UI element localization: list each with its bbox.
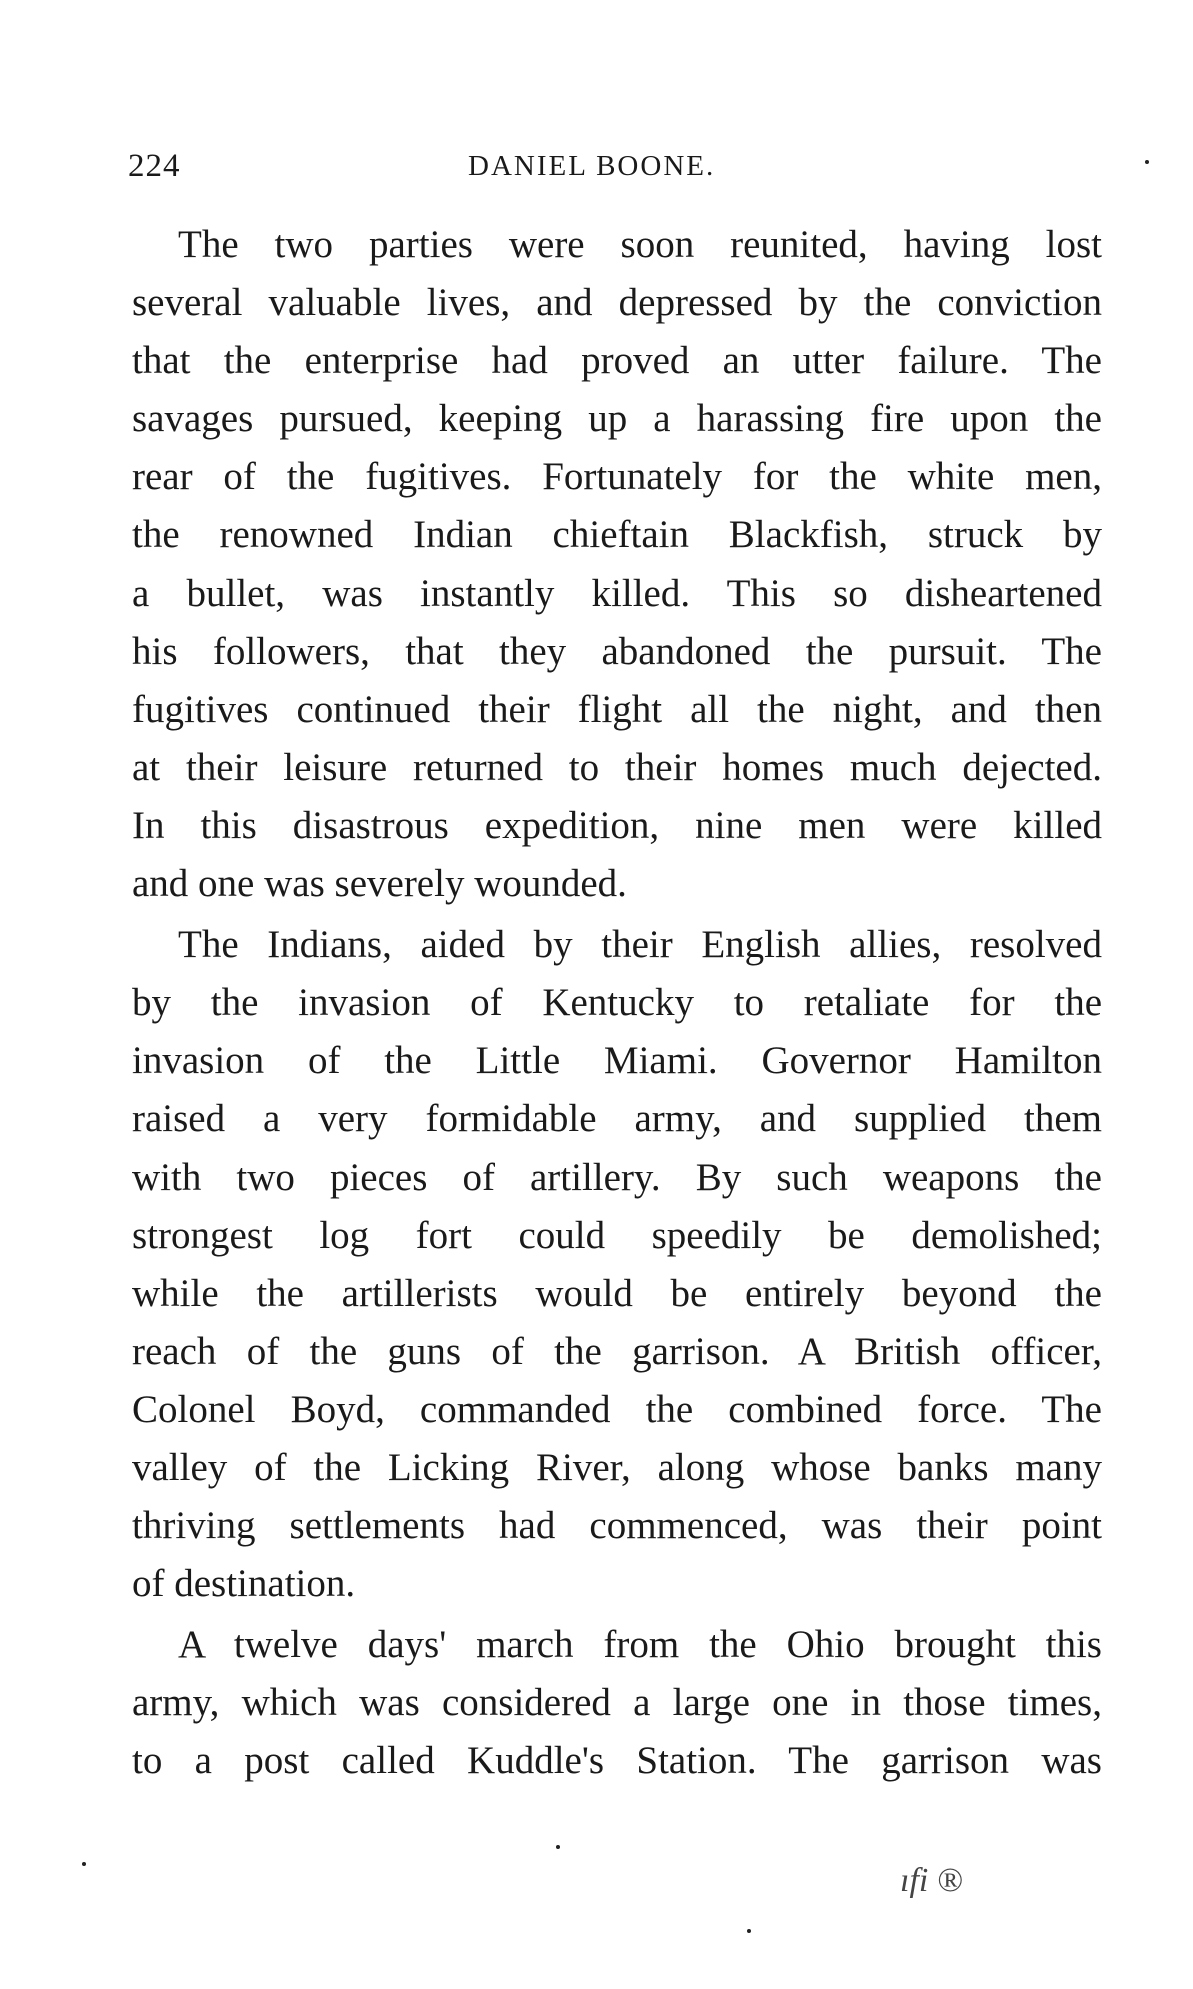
text-line: The Indians, aided by their English allies, resolved (178, 923, 1102, 967)
text-line: The two parties were soon reunited, having lost (178, 223, 1102, 266)
text-line: A twelve days' march from the Ohio brought this (178, 1623, 1102, 1667)
text-line: of destination. (132, 1562, 356, 1606)
text-line: with two pieces of artillery. By such weapons the (132, 1155, 1102, 1199)
text-line: at their leisure returned to their homes much dejected. (132, 745, 1102, 789)
text-line: and one was severely wounded. (132, 862, 627, 906)
footer-mark: ıfi ® (900, 1862, 963, 1899)
text-line: his followers, that they abandoned the pursuit. The (132, 629, 1102, 673)
paragraph-1 (132, 216, 1102, 913)
text-line: that the enterprise had proved an utter failure. The (132, 339, 1102, 383)
page-header (128, 148, 1052, 192)
text-line: to a post called Kuddle's Station. The garrison was (132, 1739, 1102, 1783)
scan-speck (556, 1845, 560, 1849)
text-line: strongest log fort could speedily be demolished; (132, 1213, 1102, 1257)
text-line: Colonel Boyd, commanded the combined force. The (132, 1387, 1102, 1431)
scan-speck (747, 1929, 751, 1933)
text-line: army, which was considered a large one in those times, (132, 1681, 1102, 1725)
text-line: savages pursued, keeping up a harassing fire upon the (132, 397, 1102, 441)
running-head: DANIEL BOONE. (468, 150, 716, 182)
text-line: invasion of the Little Miami. Governor Hamilton (132, 1039, 1102, 1083)
body-text (132, 216, 1102, 1791)
page-number: 224 (128, 148, 181, 184)
text-line: valley of the Licking River, along whose banks many (132, 1445, 1102, 1489)
text-line: the renowned Indian chieftain Blackfish, struck by (132, 513, 1102, 557)
text-line: rear of the fugitives. Fortunately for the white men, (132, 455, 1102, 499)
text-line: thriving settlements had commenced, was their point (132, 1504, 1102, 1548)
text-line: by the invasion of Kentucky to retaliate for the (132, 981, 1102, 1025)
text-line: fugitives continued their flight all the night, and then (132, 687, 1102, 731)
text-line: In this disastrous expedition, nine men were killed (132, 803, 1102, 847)
scan-speck (82, 1862, 86, 1866)
text-line: reach of the guns of the garrison. A British officer, (132, 1329, 1102, 1373)
paragraph-2 (132, 916, 1102, 1613)
text-line: while the artillerists would be entirely beyond the (132, 1271, 1102, 1315)
text-line: several valuable lives, and depressed by the conviction (132, 281, 1102, 325)
scan-speck (1145, 160, 1149, 164)
text-line: a bullet, was instantly killed. This so disheartened (132, 571, 1102, 615)
paragraph-3 (132, 1616, 1102, 1790)
text-line: raised a very formidable army, and supplied them (132, 1097, 1102, 1141)
